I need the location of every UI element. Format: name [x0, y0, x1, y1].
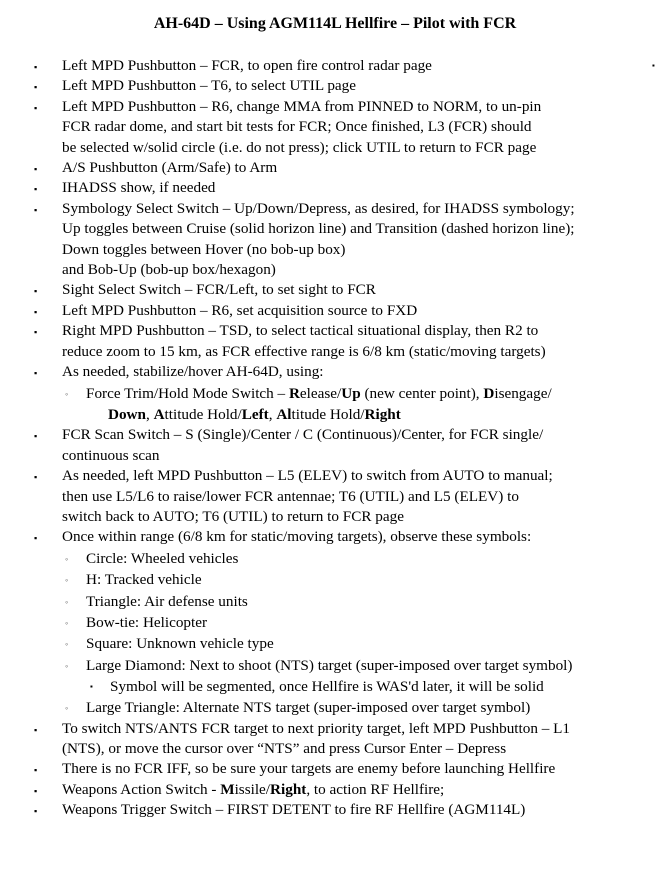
- list-item: [32, 178, 662, 198]
- bullet-icon: ▪: [34, 62, 38, 72]
- item-line: Up toggles between Cruise (solid horizon line) and Transition (dashed horizon line);: [62, 220, 575, 238]
- item-line: Left MPD Pushbutton – R6, change MMA from PINNED to NORM, to un-pin: [62, 97, 542, 115]
- sublist-item: [62, 697, 662, 718]
- symbol-text: Large Triangle: Alternate NTS target (super-imposed over target symbol): [86, 699, 531, 717]
- item-line: be selected w/solid circle (i.e. do not press); click UTIL to return to FCR page: [62, 138, 537, 156]
- item-text: IHADSS show, if needed: [62, 179, 216, 197]
- list-item: [32, 301, 662, 321]
- list-item: [32, 362, 662, 425]
- text-run: Force Trim/Hold Mode Switch –: [86, 384, 289, 402]
- text-run: Weapons Action Switch -: [62, 780, 221, 798]
- list-item: [32, 97, 662, 158]
- bold-run: A: [153, 405, 165, 423]
- list-item: [32, 466, 662, 527]
- text-run: ,: [268, 405, 277, 423]
- symbol-sublist: [62, 548, 662, 719]
- item-line: (NTS), or move the cursor over “NTS” and press Cursor Enter – Depress: [62, 740, 507, 757]
- list-item: [32, 199, 662, 281]
- procedure-list: [32, 56, 662, 821]
- item-line: reduce zoom to 15 km, as FCR effective range is 6/8 km (static/moving targets): [62, 342, 546, 360]
- item-text: Left MPD Pushbutton – R6, set acquisition source to FXD: [62, 301, 418, 319]
- list-item: [32, 800, 662, 820]
- bullet-icon: ▪: [34, 724, 38, 735]
- symbol-text: Triangle: Air defense units: [86, 592, 248, 610]
- sublist-item: [62, 548, 662, 569]
- bold-run: R: [288, 384, 300, 402]
- sublist-item: [62, 633, 662, 654]
- symbol-text: H: Tracked vehicle: [86, 571, 202, 589]
- sublist-item: [62, 655, 662, 697]
- document-title: AH-64D – Using AGM114L Hellfire – Pilot with FCR: [153, 15, 517, 32]
- bullet-icon: ▪: [90, 682, 93, 692]
- hollow-bullet-icon: ◦: [65, 617, 69, 628]
- symbol-text: Square: Unknown vehicle type: [86, 635, 274, 653]
- item-line: [86, 404, 662, 425]
- item-line: Right MPD Pushbutton – TSD, to select tactical situational display, then R2 to: [62, 322, 539, 340]
- bold-run: Right: [270, 780, 307, 798]
- text-run: ttitude Hold/: [164, 405, 242, 423]
- bold-run: Up: [341, 384, 361, 402]
- text-run: (new center point),: [360, 384, 484, 402]
- symbol-text: Large Diamond: Next to shoot (NTS) target (super-imposed over target symbol): [86, 656, 573, 674]
- bold-run: Al: [276, 405, 292, 423]
- symbol-text: Circle: Wheeled vehicles: [86, 549, 239, 567]
- hollow-bullet-icon: ◦: [65, 575, 69, 586]
- hollow-bullet-icon: ◦: [65, 553, 69, 564]
- text-run: ,: [145, 405, 154, 423]
- sublist-item: [62, 569, 662, 590]
- item-text: Left MPD Pushbutton – FCR, to open fire control radar page: [62, 57, 432, 74]
- bullet-icon: ▪: [34, 431, 38, 442]
- bullet-icon: ▪: [34, 286, 38, 297]
- symbol-text: Bow-tie: Helicopter: [86, 613, 208, 631]
- hollow-bullet-icon: ◦: [65, 388, 69, 399]
- bullet-icon: ▪: [34, 785, 38, 796]
- item-line: switch back to AUTO; T6 (UTIL) to return to FCR page: [62, 507, 404, 525]
- text-run: isengage/: [494, 384, 552, 402]
- item-text: A/S Pushbutton (Arm/Safe) to Arm: [62, 159, 278, 177]
- item-line: Symbology Select Switch – Up/Down/Depress, as desired, for IHADSS symbology;: [62, 199, 575, 217]
- list-item: [32, 759, 662, 779]
- bullet-icon: ▪: [34, 368, 38, 379]
- list-item: [32, 76, 662, 96]
- bullet-icon: ▪: [34, 533, 38, 544]
- list-item: [32, 56, 662, 76]
- list-item: [32, 425, 662, 466]
- bullet-icon: ▪: [34, 164, 38, 175]
- hollow-bullet-icon: ◦: [65, 660, 69, 671]
- bullet-icon: ▪: [34, 765, 38, 776]
- item-text: There is no FCR IFF, so be sure your targets are enemy before launching Hellfire: [62, 760, 556, 778]
- item-text: Once within range (6/8 km for static/moving targets), observe these symbols:: [62, 528, 532, 546]
- list-item: [32, 780, 662, 800]
- item-text: Left MPD Pushbutton – T6, to select UTIL page: [62, 77, 357, 95]
- item-line: FCR radar dome, and start bit tests for FCR; Once finished, L3 (FCR) should: [62, 118, 532, 136]
- bold-run: D: [483, 384, 495, 402]
- text-run: titude Hold/: [291, 405, 365, 423]
- text-run: , to action RF Hellfire;: [306, 780, 445, 798]
- list-item: [32, 527, 662, 718]
- note-text: Symbol will be segmented, once Hellfire is WAS'd later, it will be solid: [110, 678, 544, 696]
- item-line: As needed, left MPD Pushbutton – L5 (ELEV) to switch from AUTO to manual;: [62, 467, 553, 485]
- item-text: Sight Select Switch – FCR/Left, to set sight to FCR: [62, 281, 376, 299]
- item-line: [86, 383, 662, 404]
- item-text: Weapons Trigger Switch – FIRST DETENT to fire RF Hellfire (AGM114L): [62, 801, 526, 819]
- item-line: continuous scan: [62, 446, 160, 464]
- bullet-icon: ▪: [34, 327, 38, 338]
- list-item: [32, 719, 662, 760]
- item-line: and Bob-Up (bob-up box/hexagon): [62, 261, 276, 279]
- bullet-icon: ▪: [34, 204, 38, 215]
- text-run: issile/: [234, 780, 271, 798]
- edge-mark: ▪: [652, 61, 655, 70]
- item-line: then use L5/L6 to raise/lower FCR antennae; T6 (UTIL) and L5 (ELEV) to: [62, 487, 519, 505]
- list-item: [32, 280, 662, 300]
- bullet-icon: ▪: [34, 306, 38, 317]
- item-line: Down toggles between Hover (no bob-up box): [62, 240, 346, 258]
- item-text: [62, 781, 444, 798]
- item-text: As needed, stabilize/hover AH-64D, using:: [62, 363, 324, 381]
- list-item: [32, 158, 662, 178]
- bullet-icon: ▪: [34, 472, 38, 483]
- bold-run: Left: [241, 405, 269, 423]
- sublist-item: [62, 383, 662, 426]
- bold-run: M: [220, 780, 235, 798]
- sublist-item: [62, 591, 662, 612]
- sublist: [62, 383, 662, 426]
- sublist-item: [62, 612, 662, 633]
- bullet-icon: ▪: [34, 102, 38, 113]
- bullet-icon: ▪: [34, 82, 38, 93]
- bold-run: Down: [108, 405, 146, 423]
- nested-sublist-item: [86, 676, 662, 697]
- list-item: [32, 321, 662, 362]
- hollow-bullet-icon: ◦: [65, 703, 69, 714]
- nested-sublist: [86, 676, 662, 697]
- hollow-bullet-icon: ◦: [65, 639, 69, 650]
- bullet-icon: ▪: [34, 184, 38, 195]
- bullet-icon: ▪: [34, 806, 38, 817]
- item-line: To switch NTS/ANTS FCR target to next priority target, left MPD Pushbutton – L1: [62, 719, 570, 737]
- text-run: elease/: [299, 384, 342, 402]
- item-line: FCR Scan Switch – S (Single)/Center / C (Continuous)/Center, for FCR single/: [62, 426, 544, 444]
- bold-run: Right: [364, 405, 401, 423]
- hollow-bullet-icon: ◦: [65, 596, 69, 607]
